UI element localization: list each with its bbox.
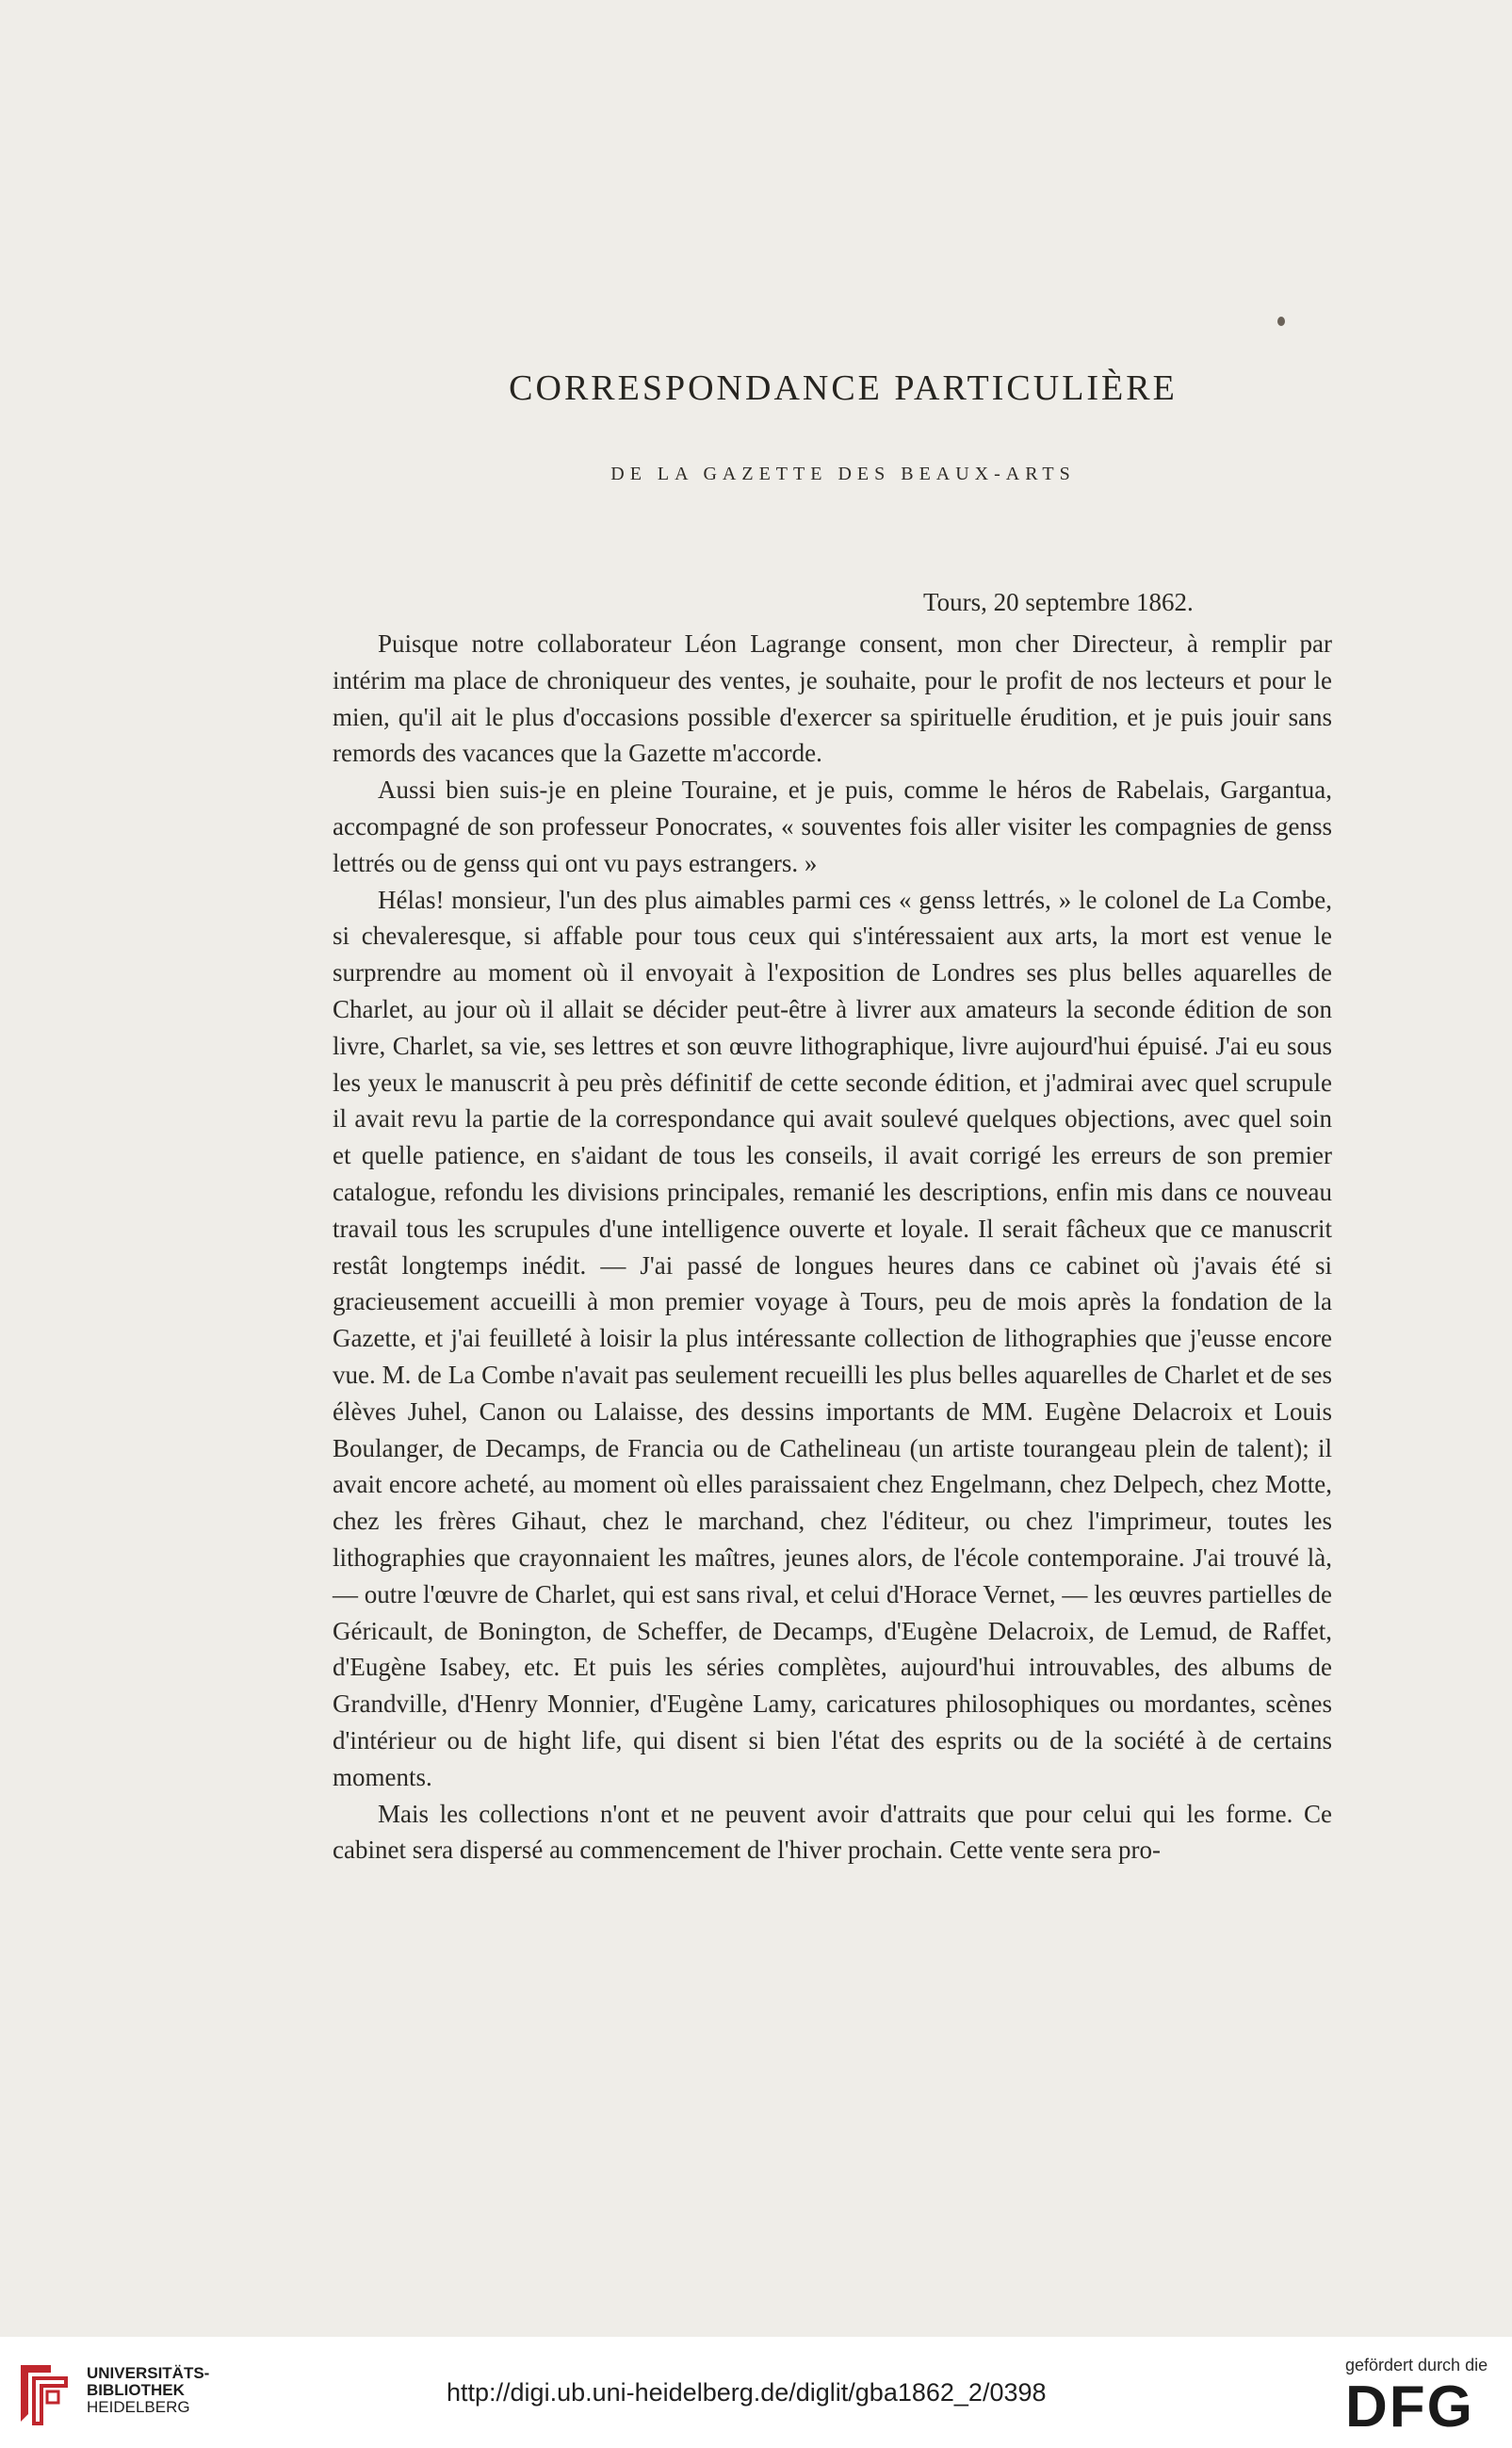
dateline: Tours, 20 septembre 1862. [923,588,1194,616]
paragraph: Aussi bien suis-je en pleine Touraine, et je puis, comme le héros de Rabelais, Gargantua, accompagné de son professeur Ponocrates, « souventes fois aller visiter les compagnies de genss lettrés ou de genss qui ont vu pays estrangers. » [333,775,1332,877]
library-name: UNIVERSITÄTS- BIBLIOTHEK HEIDELBERG [87,2364,210,2416]
digitization-footer [0,2337,1512,2448]
article-subtitle: DE LA GAZETTE DES BEAUX-ARTS [610,464,1076,484]
paragraph: Puisque notre collaborateur Léon Lagrange consent, mon cher Directeur, à remplir par intérim ma place de chroniqueur des ventes, je souhaite, pour le profit de nos lecteurs et pour le mien, qu'il ait le plus d'occasions possible d'exercer sa spirituelle érudition, et je puis jouir sans remords des vacances que la Gazette m'accorde. [333,629,1332,768]
paragraph: Mais les collections n'ont et ne peuvent avoir d'attraits que pour celui qui les forme. Ce cabinet sera dispersé au commencement de l'hiver prochain. Cette vente sera pro- [333,1799,1332,1865]
article-body [333,626,1332,1869]
dfg-logo: DFG [1345,2375,1474,2440]
paragraph: Hélas! monsieur, l'un des plus aimables parmi ces « genss lettrés, » le colonel de La Combe, si chevaleresque, si affable pour tous ceux qui s'intéressaient aux arts, la mort est venue le surprendre au moment où il envoyait à l'exposition de Londres ses plus belles aquarelles de Charlet, au jour où il allait se décider peut-être à livrer aux amateurs la seconde édition de son livre, Charlet, sa vie, ses lettres et son œuvre lithographique, livre aujourd'hui épuisé. J'ai eu sous les yeux le manuscrit à peu près définitif de cette seconde édition, et j'admirai avec quel scrupule il avait revu la partie de la correspondance qui avait soulevé quelques objections, avec quel soin et quelle patience, en s'aidant de tous les conseils, il avait corrigé les erreurs de son premier catalogue, refondu les divisions principales, remanié les descriptions, enfin mis dans ce nouveau travail tous les scrupules d'une intelligence ouverte et loyale. Il serait fâcheux que ce manuscrit restât longtemps inédit. — J'ai passé de longues heures dans ce cabinet où j'avais été si gracieusement accueilli à mon premier voyage à Tours, peu de mois après la fondation de la Gazette, et j'ai feuilleté à loisir la plus intéressante collection de lithographies que j'eusse encore vue. M. de La Combe n'avait pas seulement recueilli les plus belles aquarelles de Charlet et de ses élèves Juhel, Canon ou Lalaisse, des dessins importants de MM. Eugène Delacroix et Louis Boulanger, de Decamps, de Francia ou de Cathelineau (un artiste tourangeau plein de talent); il avait encore acheté, au moment où elles paraissaient chez Engelmann, chez Delpech, chez Motte, chez les frères Gihaut, chez le marchand, chez l'éditeur, ou chez l'imprimeur, toutes les lithographies que crayonnaient les maîtres, jeunes alors, de l'école contemporaine. J'ai trouvé là, — outre l'œuvre de Charlet, qui est sans rival, et celui d'Horace Vernet, — les œuvres partielles de Géricault, de Bonington, de Scheffer, de Decamps, d'Eugène Delacroix, de Lemud, de Raffet, d'Eugène Isabey, etc. Et puis les séries complètes, aujourd'hui introuvables, des albums de Grandville, d'Henry Monnier, d'Eugène Lamy, caricatures philosophiques ou mordantes, scènes d'intérieur ou de hight life, qui disent si bien l'état des esprits ou de la société à de certains moments. [333,885,1332,1791]
article-title: CORRESPONDANCE PARTICULIÈRE [509,368,1178,408]
funding-caption: gefördert durch die [1345,2356,1488,2375]
university-library-logo-icon [13,2358,73,2429]
source-url-link[interactable]: http://digi.ub.uni-heidelberg.de/diglit/gba1862_2/0398 [447,2378,1047,2407]
ink-dot [1277,317,1285,326]
